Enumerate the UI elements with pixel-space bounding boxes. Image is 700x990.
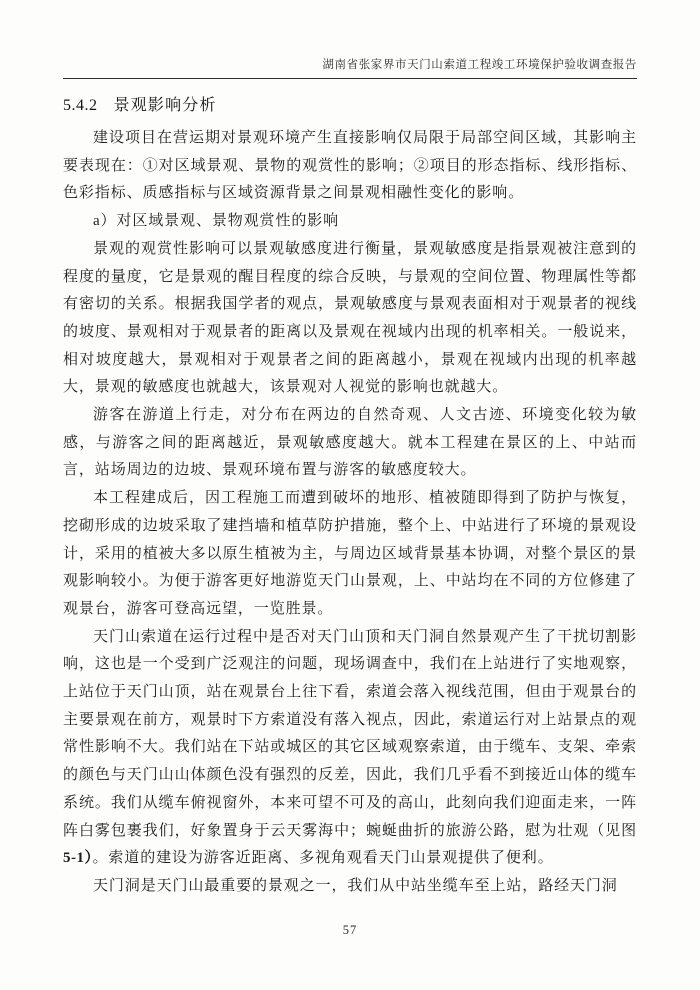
paragraph-intro: 建设项目在营运期对景观环境产生直接影响仅局限于局部空间区域，其影响主要表现在：①对区域景观、景物的观赏性的影响；②项目的形态指标、线形指标、色彩指标、质感指标与区域资源背景之间景观相融性变化的影响。 xyxy=(63,130,637,202)
cableway-text-before-figure-ref: 天门山索道在运行过程中是否对天门山顶和天门洞自然景观产生了干扰切割影响，这也是一个受到广泛观注的问题，现场调查中，我们在上站进行了实地观察，上站位于天门山顶，站在观景台上往下看，索道会落入视线范围，但由于观景台的主要景观在前方，观景时下方索道没有落入视点，因此，索道运行对上站景点的观常性影响不大。我们站在下站或城区的其它区域观察索道，由于缆车、支架、牵索的颜色与天门山山体颜色没有强烈的反差，因此，我们几乎看不到接近山体的缆车系统。我们从缆车俯视窗外，本来可望不可及的高山，此刻向我们迎面走来，一阵阵白雾包裹我们，好象置身于云天雾海中；蜿蜒曲折的旅游公路，慰为壮观（见图 xyxy=(63,628,637,839)
page-number: 57 xyxy=(342,923,358,937)
cableway-text-after-figure-ref: 。索道的建设为游客近距离、多视角观看天门山景观提供了便利。 xyxy=(92,850,554,867)
paragraph-tourists: 游客在游道上行走，对分布在两边的自然奇观、人文古迹、环境变化较为敏感，与游客之间的距离越近，景观敏感度越大。就本工程建在景区的上、中站而言，站场周边的边坡、景观环境布置与游客的敏感度较大。 xyxy=(63,407,637,479)
paragraph-completion: 本工程建成后，因工程施工而遭到破坏的地形、植被随即得到了防护与恢复，挖砌形成的边坡采取了建挡墙和植草防护措施，整个上、中站进行了环境的景观设计，采用的植被大多以原生植被为主，与周边区域背景基本协调，对整个景区的景观影响较小。为便于游客更好地游览天门山景观，上、中站均在不同的方位修建了观景台，游客可登高远望，一览胜景。 xyxy=(63,490,637,617)
paragraph-cableway xyxy=(63,624,637,873)
section-number: 5.4.2 xyxy=(63,97,98,114)
figure-5-1-reference: 5-1） xyxy=(63,850,93,867)
body-text xyxy=(63,125,637,901)
running-header: 湖南省张家界市天门山索道工程竣工环境保护验收调查报告 xyxy=(63,58,637,79)
section-title: 景观影响分析 xyxy=(113,97,217,114)
section-heading xyxy=(63,94,637,118)
subheading-a: a）对区域景观、景物观赏性的影响 xyxy=(93,213,340,230)
paragraph-tianmen-cave: 天门洞是天门山最重要的景观之一，我们从中站坐缆车至上站，路经天门洞 xyxy=(93,877,618,894)
paragraph-sensitivity: 景观的观赏性影响可以景观敏感度进行衡量，景观敏感度是指景观被注意到的程度的量度，它是景观的醒目程度的综合反映，与景观的空间位置、物理属性等都有密切的关系。根据我国学者的观点，景观敏感度与景观表面相对于观景者的视线的坡度、景观相对于观景者的距离以及景观在视域内出现的机率相关。一般说来，相对坡度越大，景观相对于观景者之间的距离越小，景观在视域内出现的机率越大，景观的敏感度也就越大，该景观对人视觉的影响也就越大。 xyxy=(63,240,637,396)
